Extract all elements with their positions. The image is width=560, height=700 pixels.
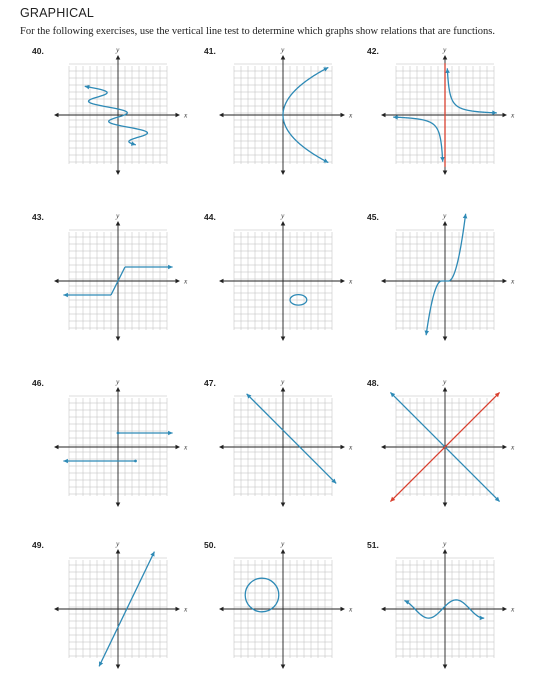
y-axis-arrow-up: [281, 55, 286, 60]
y-axis-arrow-down: [443, 503, 448, 508]
x-axis-label: x: [184, 604, 188, 614]
y-axis-arrow-down: [281, 171, 286, 176]
y-axis-label: y: [443, 45, 447, 54]
exercise-number-40: 40.: [32, 46, 44, 56]
graph-44: [218, 211, 354, 354]
x-axis-arrow-left: [54, 279, 59, 284]
x-axis-arrow-right: [176, 445, 181, 450]
x-axis-arrow-left: [381, 607, 386, 612]
section-heading: GRAPHICAL: [20, 6, 95, 20]
y-axis-arrow-up: [116, 221, 121, 226]
exercise-number-46: 46.: [32, 378, 44, 388]
exercise-number-48: 48.: [367, 378, 379, 388]
y-axis-arrow-up: [116, 55, 121, 60]
graph-40: [53, 45, 189, 188]
y-axis-arrow-up: [443, 221, 448, 226]
x-axis-label: x: [349, 276, 353, 286]
segment-43-left-arrow: [63, 293, 68, 298]
x-axis-arrow-left: [381, 279, 386, 284]
y-axis-arrow-up: [116, 549, 121, 554]
y-axis-label: y: [281, 211, 285, 220]
curve-42-right-arrow: [492, 110, 497, 115]
segment-46-lower-endpoint: [134, 460, 137, 463]
x-axis-arrow-right: [341, 445, 346, 450]
x-axis-arrow-left: [219, 113, 224, 118]
y-axis-arrow-down: [443, 337, 448, 342]
y-axis-arrow-down: [116, 337, 121, 342]
x-axis-arrow-left: [54, 113, 59, 118]
exercise-number-42: 42.: [367, 46, 379, 56]
y-axis-arrow-down: [281, 503, 286, 508]
x-axis-label: x: [184, 442, 188, 452]
y-axis-label: y: [281, 377, 285, 386]
exercise-number-41: 41.: [204, 46, 216, 56]
y-axis-label: y: [443, 211, 447, 220]
y-axis-arrow-up: [116, 387, 121, 392]
exercise-number-50: 50.: [204, 540, 216, 550]
segment-46-lower-arrow: [63, 459, 68, 464]
exercise-number-43: 43.: [32, 212, 44, 222]
graph-51: [380, 539, 516, 682]
x-axis-arrow-left: [219, 445, 224, 450]
x-axis-arrow-right: [503, 445, 508, 450]
y-axis-label: y: [116, 377, 120, 386]
curve-42-left-arrow: [393, 115, 398, 120]
x-axis-arrow-right: [503, 113, 508, 118]
x-axis-arrow-right: [503, 279, 508, 284]
y-axis-label: y: [281, 539, 285, 548]
graph-46: [53, 377, 189, 520]
graph-41: [218, 45, 354, 188]
x-axis-arrow-right: [341, 607, 346, 612]
x-axis-arrow-left: [381, 445, 386, 450]
graph-43: [53, 211, 189, 354]
y-axis-arrow-up: [443, 55, 448, 60]
y-axis-label: y: [116, 45, 120, 54]
y-axis-arrow-up: [281, 221, 286, 226]
x-axis-arrow-left: [54, 607, 59, 612]
y-axis-arrow-up: [443, 387, 448, 392]
y-axis-arrow-down: [281, 665, 286, 670]
graph-47: [218, 377, 354, 520]
curve-51-arrow-end: [480, 616, 485, 621]
exercise-number-44: 44.: [204, 212, 216, 222]
graph-50: [218, 539, 354, 682]
y-axis-label: y: [116, 539, 120, 548]
y-axis-arrow-down: [281, 337, 286, 342]
y-axis-label: y: [443, 539, 447, 548]
graph-48: [380, 377, 516, 520]
x-axis-arrow-right: [341, 113, 346, 118]
exercise-number-49: 49.: [32, 540, 44, 550]
line-47: [247, 394, 337, 484]
y-axis-arrow-down: [116, 171, 121, 176]
y-axis-label: y: [116, 211, 120, 220]
curve-40: [85, 86, 148, 145]
x-axis-arrow-left: [219, 607, 224, 612]
y-axis-arrow-down: [443, 665, 448, 670]
y-axis-arrow-down: [443, 171, 448, 176]
x-axis-label: x: [349, 110, 353, 120]
x-axis-label: x: [184, 110, 188, 120]
curve-42-right-top-arrow: [445, 68, 450, 73]
y-axis-arrow-down: [116, 503, 121, 508]
exercise-number-47: 47.: [204, 378, 216, 388]
exercise-number-51: 51.: [367, 540, 379, 550]
x-axis-label: x: [511, 604, 515, 614]
y-axis-label: y: [443, 377, 447, 386]
exercise-number-45: 45.: [367, 212, 379, 222]
exercise-instructions: For the following exercises, use the vertical line test to determine which graphs show relations that are functions.: [20, 26, 495, 37]
y-axis-arrow-up: [281, 549, 286, 554]
y-axis-label: y: [281, 45, 285, 54]
x-axis-arrow-left: [219, 279, 224, 284]
y-axis-arrow-up: [281, 387, 286, 392]
x-axis-arrow-right: [176, 607, 181, 612]
curve-45: [426, 214, 466, 335]
y-axis-arrow-up: [443, 549, 448, 554]
x-axis-arrow-left: [381, 113, 386, 118]
segment-46-upper-arrow: [168, 431, 173, 436]
x-axis-arrow-right: [176, 279, 181, 284]
graph-45: [380, 211, 516, 354]
x-axis-label: x: [184, 276, 188, 286]
x-axis-arrow-left: [54, 445, 59, 450]
segment-43-right-arrow: [168, 265, 173, 270]
x-axis-label: x: [349, 604, 353, 614]
x-axis-label: x: [511, 442, 515, 452]
x-axis-label: x: [349, 442, 353, 452]
curve-40-arrow-end: [85, 85, 90, 90]
segment-46-upper-endpoint: [117, 432, 120, 435]
graph-49: [53, 539, 189, 682]
x-axis-label: x: [511, 110, 515, 120]
x-axis-arrow-right: [503, 607, 508, 612]
curve-42-left-bottom-arrow: [440, 157, 445, 162]
y-axis-arrow-down: [116, 665, 121, 670]
graph-42: [380, 45, 516, 188]
x-axis-label: x: [511, 276, 515, 286]
x-axis-arrow-right: [341, 279, 346, 284]
x-axis-arrow-right: [176, 113, 181, 118]
